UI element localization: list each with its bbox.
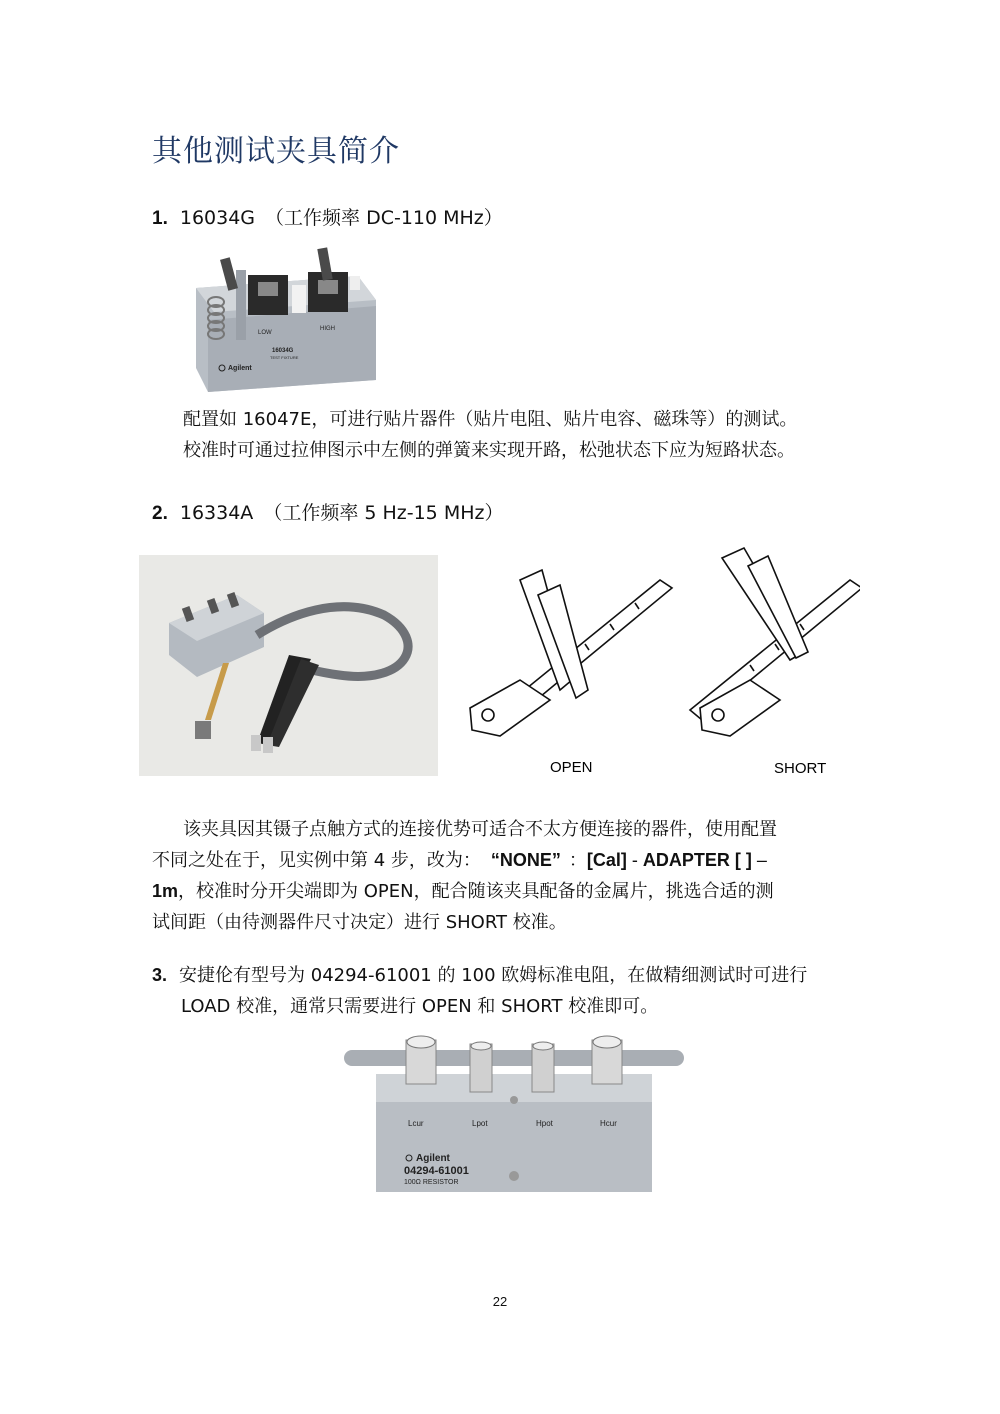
item-2-model: 16334A xyxy=(179,502,254,524)
resistor-04294-photo xyxy=(342,1030,686,1196)
item-3-number: 3. xyxy=(152,965,168,985)
short-caption: SHORT xyxy=(774,760,827,777)
item-2-desc-line-1: 该夹具因其镊子点触方式的连接优势可适合不太方便连接的器件，使用配置 xyxy=(183,819,777,840)
item-2-number: 2. xyxy=(152,503,168,524)
item-2-description xyxy=(152,814,777,938)
item-1-description xyxy=(183,404,797,466)
item-1-model: 16034G xyxy=(179,207,256,229)
fixture-plate-sub: TEST FIXTURE xyxy=(270,355,299,360)
colon-text: ： xyxy=(568,850,587,871)
page-number: 22 xyxy=(492,1294,508,1309)
page-title: 其他测试夹具简介 xyxy=(152,134,400,169)
terminal-hcur: Hcur xyxy=(600,1119,617,1128)
item-1-desc-line-2: 校准时可通过拉伸图示中左侧的弹簧来实现开路，松弛状态下应为短路状态。 xyxy=(183,440,795,461)
terminal-hpot: Hpot xyxy=(536,1119,553,1128)
item-3-description xyxy=(152,960,807,1022)
fixture-16334a-photo xyxy=(139,555,438,776)
item-2-desc-line-2-text: 不同之处在于，见实例中第 4 步，改为： xyxy=(152,850,481,871)
cal-key: [Cal] xyxy=(586,850,627,870)
item-2-frequency: （工作频率 5 Hz-15 MHz） xyxy=(263,502,504,524)
item-3-desc-line-2: LOAD 校准，通常只需要进行 OPEN 和 SHORT 校准即可。 xyxy=(181,996,659,1017)
dash-text: - xyxy=(626,850,643,870)
item-1-desc-line-1: 配置如 16047E，可进行贴片器件（贴片电阻、贴片电容、磁珠等）的测试。 xyxy=(183,409,798,430)
item-3-desc-line-1-text: 安捷伦有型号为 04294-61001 的 100 欧姆标准电阻，在做精细测试时可进行 xyxy=(179,965,808,986)
adapter-key: ADAPTER [ ] xyxy=(642,850,752,870)
open-caption: OPEN xyxy=(550,759,593,776)
open-short-diagrams xyxy=(460,540,860,785)
resistor-model: 04294-61001 xyxy=(404,1165,469,1177)
short-diagram xyxy=(690,548,860,736)
one-meter-key: 1m xyxy=(152,881,179,901)
none-keyword: “NONE” xyxy=(490,850,561,870)
item-3-desc-line-1 xyxy=(152,960,807,991)
fixture-plate-label: 16034G xyxy=(272,348,294,354)
dash-end-text: – xyxy=(751,850,767,870)
open-diagram xyxy=(470,570,672,736)
item-2-heading xyxy=(152,498,503,525)
terminal-lcur: Lcur xyxy=(408,1119,424,1128)
item-1-frequency: （工作频率 DC-110 MHz） xyxy=(265,207,503,229)
fixture-16034g-photo xyxy=(188,240,378,395)
fixture-high-label: HIGH xyxy=(320,326,335,332)
fixture-low-label: LOW xyxy=(258,330,272,336)
item-1-heading xyxy=(152,203,503,230)
item-2-desc-line-4: 试间距（由待测器件尺寸决定）进行 SHORT 校准。 xyxy=(152,912,567,933)
item-2-desc-line-2 xyxy=(152,845,777,876)
terminal-lpot: Lpot xyxy=(472,1119,488,1128)
item-1-number: 1. xyxy=(152,208,168,229)
resistor-sub: 100Ω RESISTOR xyxy=(404,1179,459,1186)
item-2-desc-line-3 xyxy=(152,876,777,907)
item-2-desc-line-3-text: ，校准时分开尖端即为 OPEN，配合随该夹具配备的金属片，挑选合适的测 xyxy=(178,881,774,902)
resistor-brand: Agilent xyxy=(416,1153,450,1164)
agilent-logo-text: Agilent xyxy=(228,365,252,372)
